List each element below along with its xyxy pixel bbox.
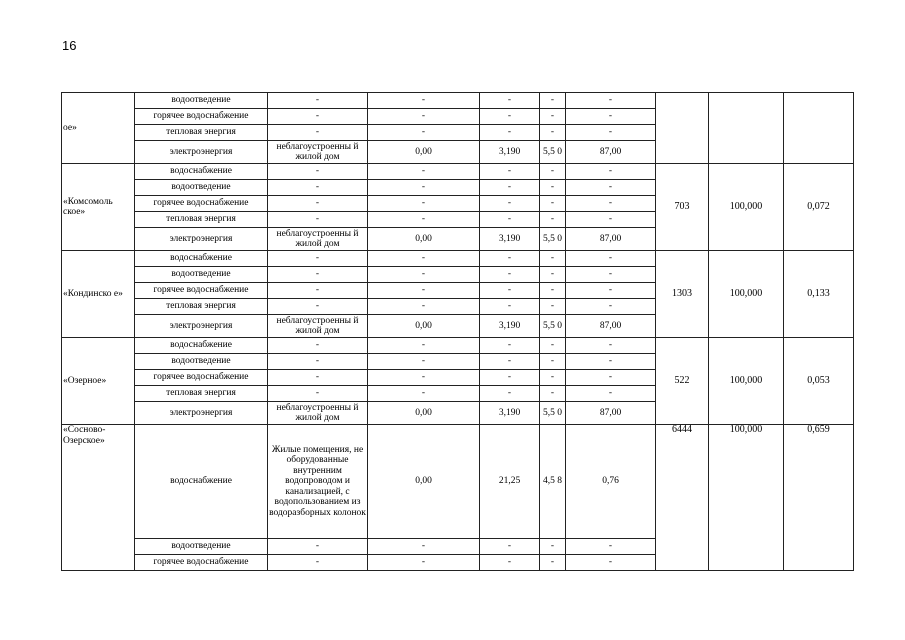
value-v4: - [566, 283, 656, 299]
value-v1: - [368, 267, 480, 283]
settlement-name: «Кондинско е» [62, 251, 135, 338]
consumer-category: - [268, 299, 368, 315]
table-row [62, 164, 854, 180]
value-v3: 5,5 0 [540, 141, 566, 164]
value-v2: - [480, 196, 540, 212]
value-v1: 0,00 [368, 425, 480, 539]
value-v3: 5,5 0 [540, 315, 566, 338]
value-v4: - [566, 338, 656, 354]
value-v3: - [540, 267, 566, 283]
value-v2: - [480, 386, 540, 402]
service-type: горячее водоснабжение [135, 196, 268, 212]
settlement-name: ое» [62, 93, 135, 164]
value-v3: 5,5 0 [540, 402, 566, 425]
consumer-category: - [268, 125, 368, 141]
service-type: горячее водоснабжение [135, 283, 268, 299]
service-type: водоотведение [135, 539, 268, 555]
consumer-category: - [268, 196, 368, 212]
consumer-category: - [268, 212, 368, 228]
service-type: электроэнергия [135, 228, 268, 251]
settlement-name: «Озерное» [62, 338, 135, 425]
summary-c2: 100,000 [709, 251, 784, 338]
value-v1: - [368, 180, 480, 196]
consumer-category: - [268, 109, 368, 125]
value-v1: - [368, 93, 480, 109]
value-v1: - [368, 251, 480, 267]
value-v4: 87,00 [566, 228, 656, 251]
value-v2: - [480, 164, 540, 180]
value-v1: - [368, 212, 480, 228]
table-row [62, 425, 854, 539]
value-v4: 87,00 [566, 141, 656, 164]
value-v3: - [540, 283, 566, 299]
value-v2: - [480, 93, 540, 109]
settlement-name: «Сосново-Озерское» [62, 425, 135, 571]
summary-c2: 100,000 [709, 338, 784, 425]
value-v1: - [368, 196, 480, 212]
value-v4: - [566, 386, 656, 402]
consumer-category: - [268, 386, 368, 402]
service-type: электроэнергия [135, 315, 268, 338]
service-type: водоотведение [135, 93, 268, 109]
value-v4: - [566, 555, 656, 571]
service-type: тепловая энергия [135, 299, 268, 315]
value-v3: - [540, 555, 566, 571]
value-v2: 21,25 [480, 425, 540, 539]
summary-c3: 0,659 [784, 425, 854, 571]
table-row [62, 93, 854, 109]
service-type: водоснабжение [135, 251, 268, 267]
service-type: горячее водоснабжение [135, 555, 268, 571]
value-v4: - [566, 180, 656, 196]
service-type: электроэнергия [135, 402, 268, 425]
value-v3: - [540, 109, 566, 125]
service-type: водоснабжение [135, 338, 268, 354]
summary-c1 [656, 93, 709, 164]
value-v1: - [368, 109, 480, 125]
value-v3: 5,5 0 [540, 228, 566, 251]
consumer-category: неблагоустроенны й жилой дом [268, 315, 368, 338]
consumer-category: - [268, 93, 368, 109]
value-v1: - [368, 354, 480, 370]
value-v1: - [368, 386, 480, 402]
value-v1: 0,00 [368, 315, 480, 338]
service-type: водоотведение [135, 354, 268, 370]
value-v2: 3,190 [480, 402, 540, 425]
consumer-category: неблагоустроенны й жилой дом [268, 402, 368, 425]
value-v2: - [480, 539, 540, 555]
service-type: водоснабжение [135, 164, 268, 180]
value-v4: - [566, 196, 656, 212]
summary-c3 [784, 93, 854, 164]
summary-c3: 0,053 [784, 338, 854, 425]
value-v3: - [540, 164, 566, 180]
service-type: водоснабжение [135, 425, 268, 539]
value-v4: 87,00 [566, 315, 656, 338]
service-type: электроэнергия [135, 141, 268, 164]
service-type: тепловая энергия [135, 125, 268, 141]
value-v1: - [368, 299, 480, 315]
table-row [62, 251, 854, 267]
consumer-category: неблагоустроенны й жилой дом [268, 141, 368, 164]
value-v3: - [540, 251, 566, 267]
summary-c2: 100,000 [709, 425, 784, 571]
service-type: тепловая энергия [135, 212, 268, 228]
table-row [62, 338, 854, 354]
value-v1: - [368, 539, 480, 555]
value-v1: - [368, 125, 480, 141]
value-v3: - [540, 299, 566, 315]
page-number: 16 [62, 38, 77, 53]
value-v2: - [480, 299, 540, 315]
value-v2: - [480, 267, 540, 283]
service-type: водоотведение [135, 180, 268, 196]
value-v1: 0,00 [368, 402, 480, 425]
value-v2: - [480, 354, 540, 370]
value-v3: - [540, 93, 566, 109]
value-v4: - [566, 164, 656, 180]
value-v2: - [480, 283, 540, 299]
value-v4: - [566, 93, 656, 109]
summary-c2 [709, 93, 784, 164]
summary-c3: 0,133 [784, 251, 854, 338]
value-v2: 3,190 [480, 315, 540, 338]
value-v4: - [566, 125, 656, 141]
service-type: тепловая энергия [135, 386, 268, 402]
value-v1: - [368, 164, 480, 180]
value-v2: 3,190 [480, 228, 540, 251]
consumer-category: Жилые помещения, не оборудованные внутренним водопроводом и канализацией, с водопользованием из водоразборных колонок [268, 425, 368, 539]
consumer-category: неблагоустроенны й жилой дом [268, 228, 368, 251]
consumer-category: - [268, 338, 368, 354]
value-v3: - [540, 180, 566, 196]
service-type: водоотведение [135, 267, 268, 283]
value-v3: - [540, 386, 566, 402]
consumer-category: - [268, 180, 368, 196]
value-v3: - [540, 354, 566, 370]
value-v3: - [540, 370, 566, 386]
value-v2: - [480, 338, 540, 354]
value-v4: - [566, 354, 656, 370]
consumer-category: - [268, 555, 368, 571]
value-v3: - [540, 212, 566, 228]
value-v4: - [566, 370, 656, 386]
value-v1: - [368, 338, 480, 354]
value-v4: 87,00 [566, 402, 656, 425]
service-type: горячее водоснабжение [135, 109, 268, 125]
value-v4: - [566, 212, 656, 228]
consumer-category: - [268, 283, 368, 299]
value-v1: - [368, 283, 480, 299]
summary-c3: 0,072 [784, 164, 854, 251]
value-v1: 0,00 [368, 228, 480, 251]
value-v4: 0,76 [566, 425, 656, 539]
summary-c1: 522 [656, 338, 709, 425]
consumer-category: - [268, 354, 368, 370]
summary-c1: 703 [656, 164, 709, 251]
service-type: горячее водоснабжение [135, 370, 268, 386]
value-v3: - [540, 125, 566, 141]
value-v2: 3,190 [480, 141, 540, 164]
value-v2: - [480, 125, 540, 141]
value-v3: - [540, 338, 566, 354]
value-v4: - [566, 267, 656, 283]
value-v2: - [480, 109, 540, 125]
value-v3: - [540, 196, 566, 212]
summary-c2: 100,000 [709, 164, 784, 251]
value-v1: 0,00 [368, 141, 480, 164]
summary-c1: 6444 [656, 425, 709, 571]
consumer-category: - [268, 251, 368, 267]
value-v2: - [480, 180, 540, 196]
consumer-category: - [268, 370, 368, 386]
value-v4: - [566, 539, 656, 555]
tariff-table [61, 92, 854, 571]
value-v2: - [480, 555, 540, 571]
value-v3: 4,5 8 [540, 425, 566, 539]
value-v4: - [566, 299, 656, 315]
value-v1: - [368, 370, 480, 386]
value-v1: - [368, 555, 480, 571]
value-v2: - [480, 212, 540, 228]
summary-c1: 1303 [656, 251, 709, 338]
value-v4: - [566, 109, 656, 125]
consumer-category: - [268, 267, 368, 283]
value-v2: - [480, 370, 540, 386]
value-v2: - [480, 251, 540, 267]
consumer-category: - [268, 164, 368, 180]
consumer-category: - [268, 539, 368, 555]
value-v3: - [540, 539, 566, 555]
value-v4: - [566, 251, 656, 267]
settlement-name: «Комсомоль ское» [62, 164, 135, 251]
